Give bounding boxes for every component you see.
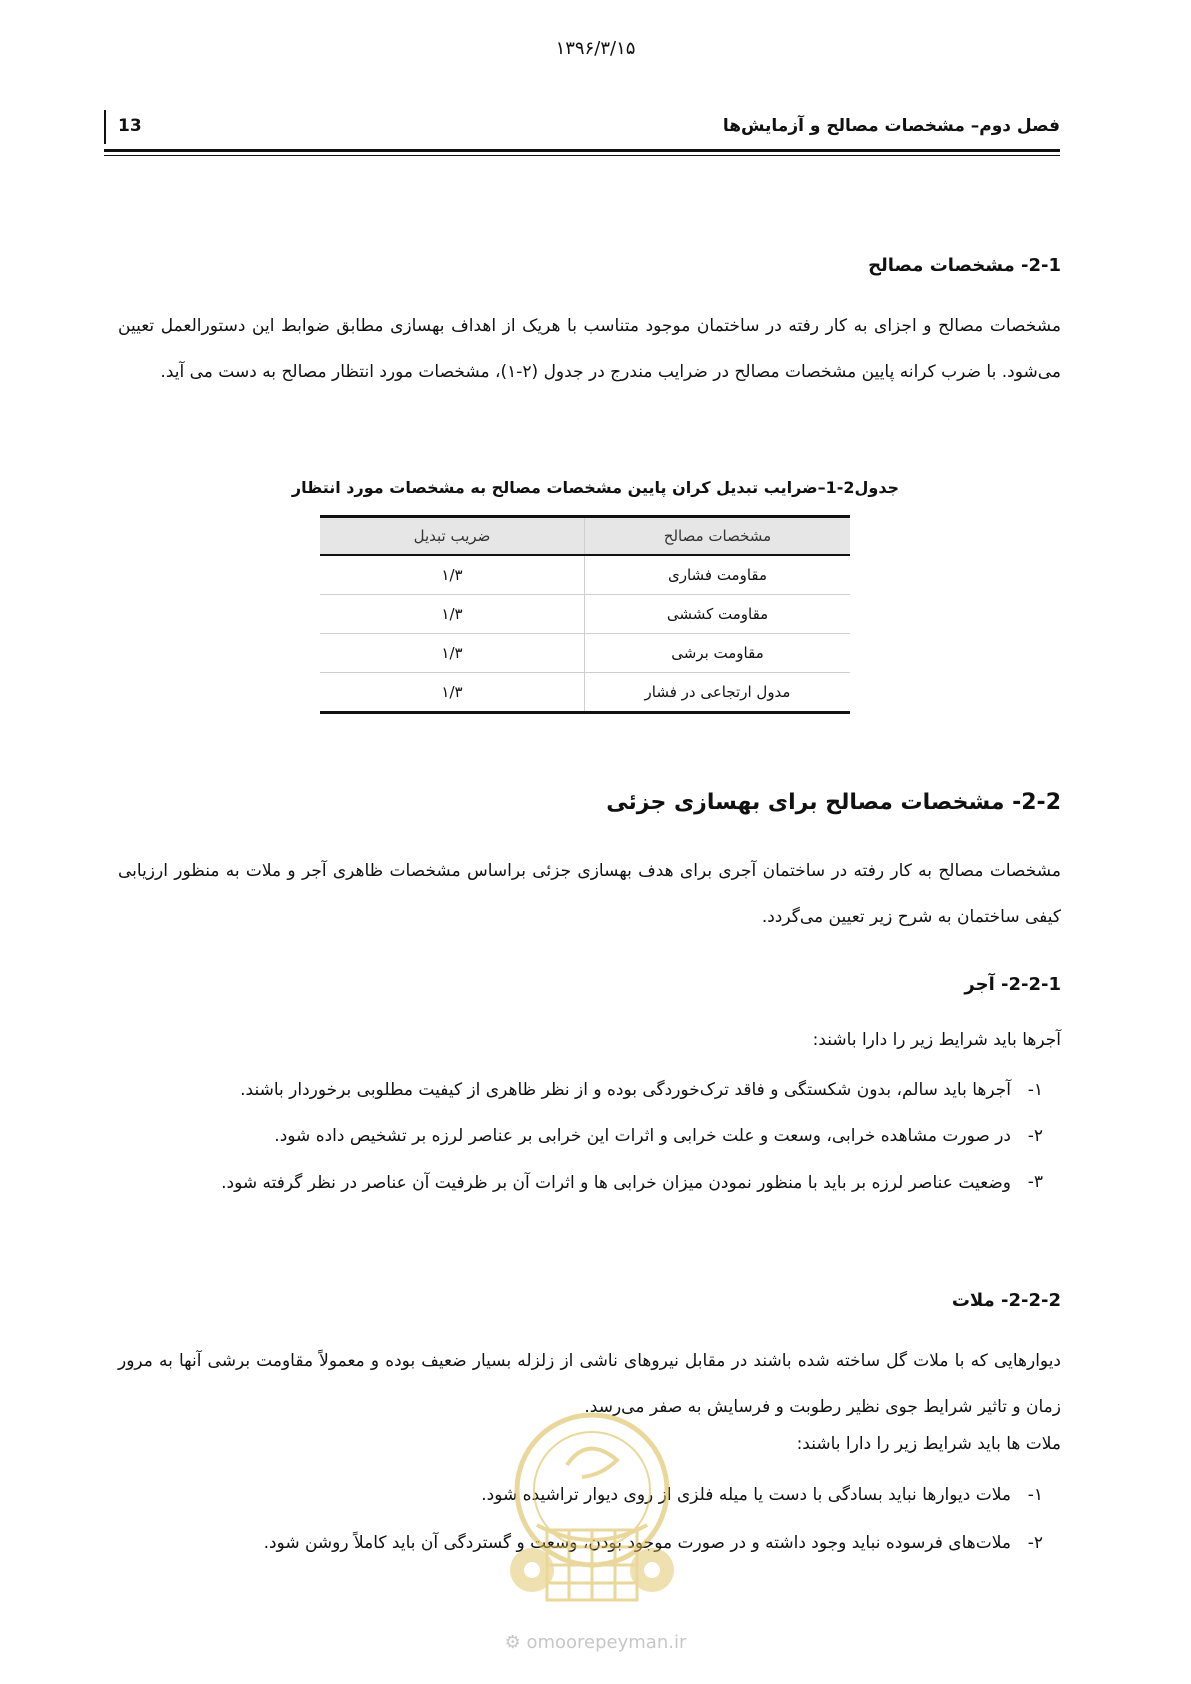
list-item-number: ۱-: [1027, 1485, 1043, 1505]
list-item-text: آجرها باید سالم، بدون شکستگی و فاقد ترک‌خوردگی بوده و از نظر ظاهری از کیفیت مطلوبی برخوردار باشند.: [240, 1080, 1011, 1100]
list-item-number: ۳-: [1027, 1172, 1043, 1192]
section-paragraph-2-2-2: دیوارهایی که با ملات گل ساخته شده باشند در مقابل نیروهای ناشی از زلزله بسیار ضعیف بوده و معمولاً مقاومت برشی آنها به مرور زمان و تاثیر شرایط جوی نظیر رطوبت و فرسایش به صفر می‌رسد.: [118, 1351, 1061, 1417]
section-paragraph-2-2: مشخصات مصالح به کار رفته در ساختمان آجری برای هدف بهسازی جزئی براساس مشخصات ظاهری آجر و ملات به منظور ارزیابی کیفی ساختمان به شرح زیر تعیین می‌گردد.: [118, 861, 1061, 927]
list-item-text: در صورت مشاهده خرابی، وسعت و علت خرابی و اثرات این خرابی بر عناصر لرزه بر تشخیص داده شود.: [274, 1126, 1011, 1146]
list-item-text: وضعیت عناصر لرزه بر باید با منظور نمودن میزان خرابی ها و اثرات آن بر ظرفیت آن عناصر در نظر گرفته شود.: [221, 1173, 1011, 1193]
chapter-title: فصل دوم– مشخصات مصالح و آزمایش‌ها: [722, 116, 1060, 136]
table-cell-factor: ۱/۳: [320, 595, 585, 634]
table-cell-property: مقاومت برشی: [585, 634, 851, 673]
header-rule-thin: [104, 155, 1060, 156]
header-rule-thick: [104, 149, 1060, 152]
section-heading-2-1: 2-1- مشخصات مصالح: [868, 255, 1061, 276]
table-cell-factor: ۱/۳: [320, 634, 585, 673]
list-item-number: ۲-: [1027, 1533, 1043, 1553]
table-cell-factor: ۱/۳: [320, 673, 585, 713]
table-row: [320, 595, 850, 634]
section-intro-2-2-1: آجرها باید شرایط زیر را دارا باشند:: [812, 1030, 1061, 1050]
table-row: [320, 634, 850, 673]
list-item: [118, 1172, 1043, 1206]
list-item: [274, 1126, 1043, 1146]
list-item-text: ملات دیوارها نباید بسادگی با دست یا میله فلزی از روی دیوار تراشیده شود.: [481, 1485, 1011, 1505]
page-number: 13: [118, 116, 142, 136]
table-caption: جدول2-1–ضرایب تبدیل کران پایین مشخصات مصالح به مشخصات مورد انتظار: [291, 478, 900, 497]
section-heading-2-2: 2-2- مشخصات مصالح برای بهسازی جزئی: [606, 790, 1061, 815]
section-heading-2-2-1: 2-2-1- آجر: [964, 974, 1061, 995]
table-row: [320, 673, 850, 713]
document-date: ۱۳۹۶/۳/۱۵: [555, 38, 636, 59]
table-row: [320, 555, 850, 595]
header-divider: [104, 110, 106, 144]
section-intro-2-2-2: ملات ها باید شرایط زیر را دارا باشند:: [796, 1434, 1061, 1454]
section-heading-2-2-2: 2-2-2- ملات: [951, 1290, 1061, 1311]
table-cell-property: مقاومت کششی: [585, 595, 851, 634]
table-cell-factor: ۱/۳: [320, 555, 585, 595]
table-cell-property: مقاومت فشاری: [585, 555, 851, 595]
conversion-factor-table: [320, 515, 850, 714]
table-header-cell: مشخصات مصالح: [585, 517, 851, 556]
watermark-logo-icon: [497, 1405, 687, 1615]
list-item-text: ملات‌های فرسوده نباید وجود داشته و در صورت موجود بودن، وسعت و گستردگی آن باید کاملاً روشن شود.: [263, 1533, 1011, 1553]
watermark-url: ⚙ omoorepeyman.ir: [504, 1632, 687, 1653]
list-item-number: ۲-: [1027, 1126, 1043, 1146]
list-item: [240, 1080, 1043, 1100]
table-header-row: [320, 517, 850, 556]
list-item-number: ۱-: [1027, 1080, 1043, 1100]
table-cell-property: مدول ارتجاعی در فشار: [585, 673, 851, 713]
section-paragraph-2-1: مشخصات مصالح و اجزای به کار رفته در ساختمان موجود متناسب با هریک از اهداف بهسازی مطابق ضوابط این دستورالعمل تعیین می‌شود. با ضرب کرانه پایین مشخصات مصالح در ضرایب مندرج در جدول (۲-۱)، مشخصات مورد انتظار مصالح به دست می آید.: [118, 316, 1061, 382]
table-header-cell: ضریب تبدیل: [320, 517, 585, 556]
watermark-url-text: omoorepeyman.ir: [526, 1632, 687, 1653]
